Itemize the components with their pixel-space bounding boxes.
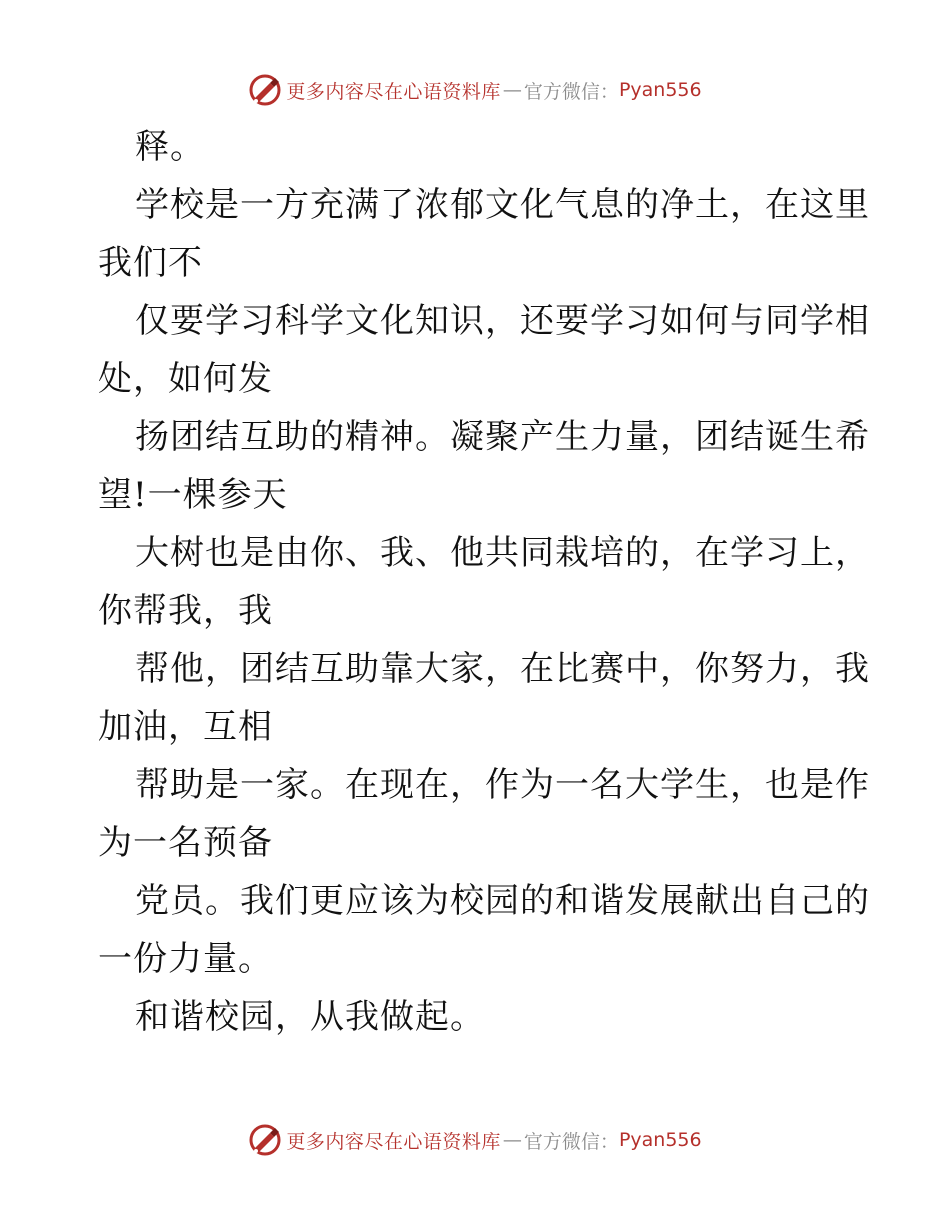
pen-logo-icon [248, 1123, 282, 1157]
header-brand [248, 70, 701, 110]
pen-logo-icon [248, 73, 282, 107]
paragraph-line: 望!一棵参天 [98, 475, 288, 515]
footer-wechat-id: Pyan556 [618, 1129, 702, 1151]
footer-brand [248, 1120, 701, 1160]
paragraph-line: 你帮我，我 [98, 591, 273, 631]
page-footer [0, 1120, 950, 1160]
paragraph-line: 大树也是由你、我、他共同栽培的，在学习上， [135, 533, 870, 573]
paragraph-line: 为一名预备 [98, 823, 273, 863]
paragraph-line: 党员。我们更应该为校园的和谐发展献出自己的 [135, 881, 870, 921]
paragraph-line: 仅要学习科学文化知识，还要学习如何与同学相 [135, 301, 870, 341]
paragraph-line: 学校是一方充满了浓郁文化气息的净土，在这里 [135, 185, 870, 225]
paragraph-line: 处，如何发 [98, 359, 273, 399]
footer-brand-text: 更多内容尽在心语资料库 [286, 1130, 501, 1153]
paragraph-line: 和谐校园，从我做起。 [135, 997, 485, 1037]
paragraph-line: 一份力量。 [98, 939, 273, 979]
footer-wechat-label: 官方微信： [523, 1130, 619, 1153]
footer-separator: — [502, 1129, 522, 1151]
paragraph-line: 帮他，团结互助靠大家，在比赛中，你努力，我 [135, 649, 870, 689]
header-separator: — [502, 79, 522, 101]
paragraph-line: 加油，互相 [98, 707, 273, 747]
page-header [0, 70, 950, 110]
paragraph-line: 我们不 [98, 243, 203, 283]
paragraph-line: 帮助是一家。在现在，作为一名大学生，也是作 [135, 765, 870, 805]
paragraph-line: 扬团结互助的精神。凝聚产生力量，团结诞生希 [135, 417, 870, 457]
header-brand-text: 更多内容尽在心语资料库 [286, 80, 501, 103]
document-body [98, 118, 870, 1046]
header-wechat-id: Pyan556 [618, 79, 702, 101]
paragraph-line: 释。 [135, 127, 205, 167]
header-wechat-label: 官方微信： [523, 80, 619, 103]
